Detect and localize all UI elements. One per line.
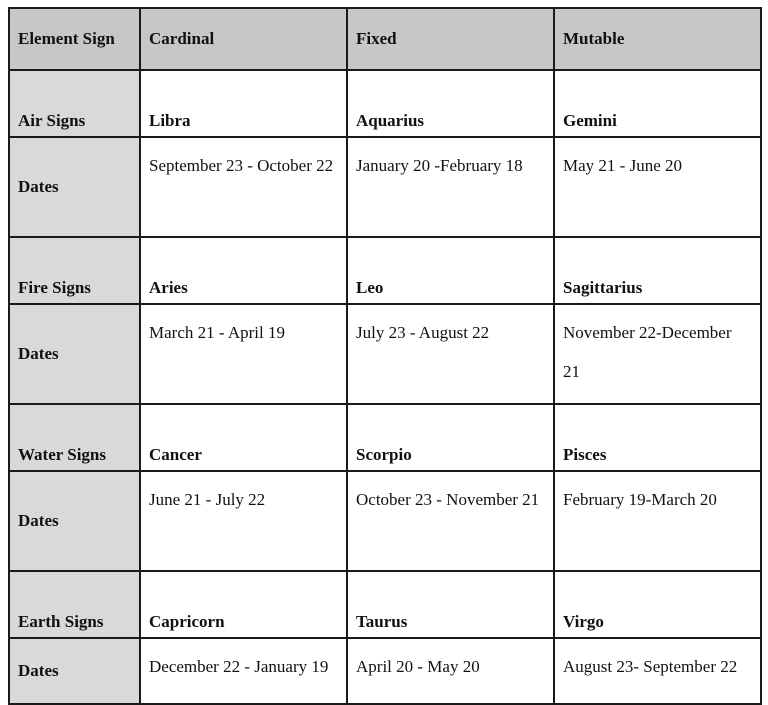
cardinal-dates: June 21 - July 22 [140, 471, 347, 571]
mutable-dates: August 23- September 22 [554, 638, 761, 704]
fixed-sign: Scorpio [347, 404, 554, 471]
mutable-dates: February 19-March 20 [554, 471, 761, 571]
fixed-dates: April 20 - May 20 [347, 638, 554, 704]
fixed-dates: January 20 -February 18 [347, 137, 554, 237]
header-fixed: Fixed [347, 8, 554, 70]
cardinal-dates: March 21 - April 19 [140, 304, 347, 404]
cardinal-sign: Aries [140, 237, 347, 304]
water-signs-row [9, 404, 761, 471]
dates-label: Dates [9, 638, 140, 704]
mutable-sign: Pisces [554, 404, 761, 471]
mutable-dates: May 21 - June 20 [554, 137, 761, 237]
fixed-sign: Taurus [347, 571, 554, 638]
cardinal-sign: Capricorn [140, 571, 347, 638]
fixed-sign: Aquarius [347, 70, 554, 137]
header-row [9, 8, 761, 70]
mutable-sign: Sagittarius [554, 237, 761, 304]
mutable-dates: November 22-December 21 [554, 304, 761, 404]
dates-label: Dates [9, 137, 140, 237]
fire-dates-row [9, 304, 761, 404]
air-dates-row [9, 137, 761, 237]
fixed-dates: October 23 - November 21 [347, 471, 554, 571]
header-mutable: Mutable [554, 8, 761, 70]
element-label: Earth Signs [9, 571, 140, 638]
zodiac-element-table [8, 7, 762, 705]
dates-label: Dates [9, 304, 140, 404]
water-dates-row [9, 471, 761, 571]
element-label: Fire Signs [9, 237, 140, 304]
cardinal-dates: December 22 - January 19 [140, 638, 347, 704]
header-cardinal: Cardinal [140, 8, 347, 70]
earth-signs-row [9, 571, 761, 638]
cardinal-dates: September 23 - October 22 [140, 137, 347, 237]
air-signs-row [9, 70, 761, 137]
earth-dates-row [9, 638, 761, 704]
fire-signs-row [9, 237, 761, 304]
cardinal-sign: Libra [140, 70, 347, 137]
dates-label: Dates [9, 471, 140, 571]
mutable-sign: Virgo [554, 571, 761, 638]
header-element-sign: Element Sign [9, 8, 140, 70]
fixed-sign: Leo [347, 237, 554, 304]
element-label: Air Signs [9, 70, 140, 137]
element-label: Water Signs [9, 404, 140, 471]
fixed-dates: July 23 - August 22 [347, 304, 554, 404]
mutable-sign: Gemini [554, 70, 761, 137]
cardinal-sign: Cancer [140, 404, 347, 471]
